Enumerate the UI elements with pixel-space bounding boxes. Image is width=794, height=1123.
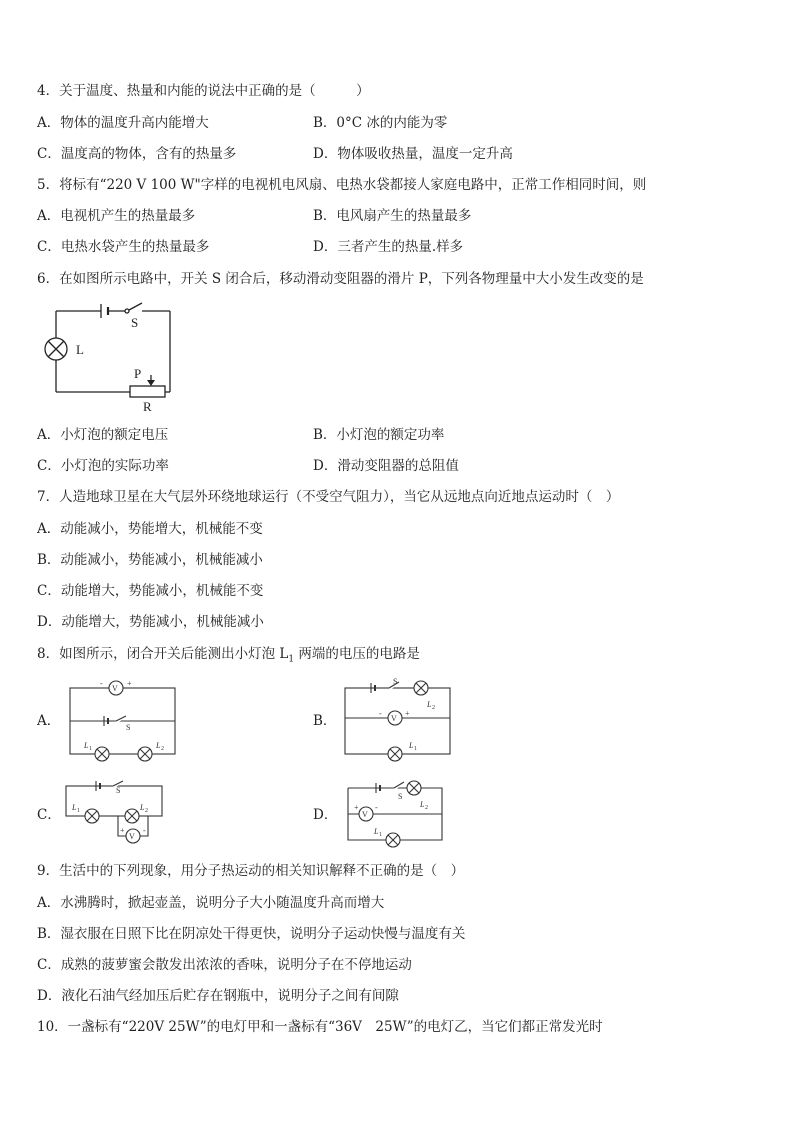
q8c-l2: L	[140, 803, 145, 812]
q8c-voltmeter-v: V	[129, 832, 135, 841]
q7-stem: 7．人造地球卫星在大气层外环绕地球运行（不受空气阻力），当它从远地点向近地点运动时（ ）	[37, 489, 620, 505]
resistor-label: R	[143, 399, 152, 414]
q8d-l2: L	[420, 800, 425, 809]
q4-option-d[interactable]: D．物体吸收热量，温度一定升高	[313, 146, 513, 162]
q8a-switch-s: S	[126, 723, 131, 732]
q8c-switch-s: S	[116, 786, 121, 795]
q8b-l2: L	[427, 700, 432, 709]
q10-stem: 10．一盏标有“220V 25W”的电灯甲和一盏标有“36V 25W”的电灯乙，当它们都正常发光时	[37, 1019, 603, 1035]
q8-label-b[interactable]: B．	[313, 713, 337, 729]
q8b-l2-sub: 2	[432, 705, 435, 711]
switch-label: S	[131, 315, 139, 330]
q8b-l1: L	[409, 741, 414, 750]
q8-circuit-b[interactable]	[335, 676, 460, 768]
q9-option-c[interactable]: C．成熟的菠萝蜜会散发出浓浓的香味，说明分子在不停地运动	[37, 957, 412, 973]
q8b-switch-s: S	[393, 677, 398, 686]
q4-option-b[interactable]: B．0°C 冰的内能为零	[313, 115, 448, 131]
q8a-minus: -	[100, 679, 103, 688]
q8-stem-sub: 1	[288, 654, 295, 665]
q8-stem	[37, 645, 420, 669]
q5-option-c[interactable]: C．电热水袋产生的热量最多	[37, 239, 210, 255]
q8b-minus: -	[379, 709, 382, 718]
q9-option-d[interactable]: D．液化石油气经加压后贮存在钢瓶中，说明分子之间有间隙	[37, 988, 399, 1004]
q8d-l2-sub: 2	[425, 805, 428, 811]
q8c-l1-sub: 1	[77, 808, 80, 814]
q9-option-a[interactable]: A．水沸腾时，掀起壶盖，说明分子大小随温度升高而增大	[37, 895, 385, 911]
q6-stem: 6．在如图所示电路中，开关 S 闭合后，移动滑动变阻器的滑片 P，下列各物理量中大小发生改变的是	[37, 271, 644, 287]
q8-circuit-c[interactable]	[58, 776, 173, 852]
q8-circuit-a[interactable]	[60, 676, 185, 766]
q6-option-a[interactable]: A．小灯泡的额定电压	[37, 427, 169, 443]
q8-circuit-d[interactable]	[338, 776, 453, 856]
q8c-minus: -	[143, 826, 146, 835]
q8d-l1: L	[374, 827, 379, 836]
q8d-minus: -	[375, 803, 378, 812]
q4-option-a[interactable]: A．物体的温度升高内能增大	[37, 115, 209, 131]
q8a-l2: L	[156, 741, 161, 750]
q8c-plus: +	[120, 826, 125, 835]
q8b-l1-sub: 1	[414, 746, 417, 752]
q8b-plus: +	[405, 709, 410, 718]
q8a-plus: +	[127, 679, 132, 688]
q4-stem: 4．关于温度、热量和内能的说法中正确的是（ ）	[37, 83, 370, 99]
q8b-voltmeter-v: V	[391, 714, 397, 723]
q8-stem-post: 两端的电压的电路是	[294, 646, 420, 662]
q8d-voltmeter-v: V	[362, 810, 368, 819]
q6-option-d[interactable]: D．滑动变阻器的总阻值	[313, 458, 459, 474]
slider-label: P	[134, 366, 142, 381]
q8d-l1-sub: 1	[379, 832, 382, 838]
q8a-voltmeter-v: V	[112, 684, 118, 693]
q8c-l2-sub: 2	[145, 808, 148, 814]
q5-stem: 5．将标有“220 V 100 W"字样的电视机电风扇、电热水袋都接人家庭电路中，正常工作相同时间，则	[37, 177, 647, 193]
lamp-label: L	[76, 342, 84, 357]
q9-option-b[interactable]: B．湿衣服在日照下比在阴凉处干得更快，说明分子运动快慢与温度有关	[37, 926, 466, 942]
q7-option-a[interactable]: A．动能减小，势能增大，机械能不变	[37, 521, 263, 537]
q6-circuit-figure	[30, 296, 180, 416]
q7-option-d[interactable]: D．动能增大，势能减小，机械能减小	[37, 614, 264, 630]
q8c-l1: L	[72, 803, 77, 812]
q8-label-c[interactable]: C．	[37, 807, 61, 823]
q6-option-b[interactable]: B．小灯泡的额定功率	[313, 427, 445, 443]
q8a-l2-sub: 2	[161, 746, 164, 752]
q5-option-b[interactable]: B．电风扇产生的热量最多	[313, 208, 472, 224]
q9-stem: 9．生活中的下列现象，用分子热运动的相关知识解释不正确的是（ ）	[37, 863, 465, 879]
q8d-plus: +	[354, 803, 359, 812]
q7-option-c[interactable]: C．动能增大，势能减小，机械能不变	[37, 583, 264, 599]
q5-option-a[interactable]: A．电视机产生的热量最多	[37, 208, 196, 224]
q8-label-d[interactable]: D．	[313, 807, 338, 823]
q8a-l1-sub: 1	[89, 746, 92, 752]
q4-option-c[interactable]: C．温度高的物体，含有的热量多	[37, 146, 237, 162]
q7-option-b[interactable]: B．动能减小，势能减小，机械能减小	[37, 552, 263, 568]
q8-stem-pre: 8．如图所示，闭合开关后能测出小灯泡 L	[37, 646, 289, 662]
q8d-switch-s: S	[398, 792, 403, 801]
q6-option-c[interactable]: C．小灯泡的实际功率	[37, 458, 169, 474]
q5-option-d[interactable]: D．三者产生的热量.样多	[313, 239, 464, 255]
q8-label-a[interactable]: A．	[37, 713, 61, 729]
q8a-l1: L	[84, 741, 89, 750]
